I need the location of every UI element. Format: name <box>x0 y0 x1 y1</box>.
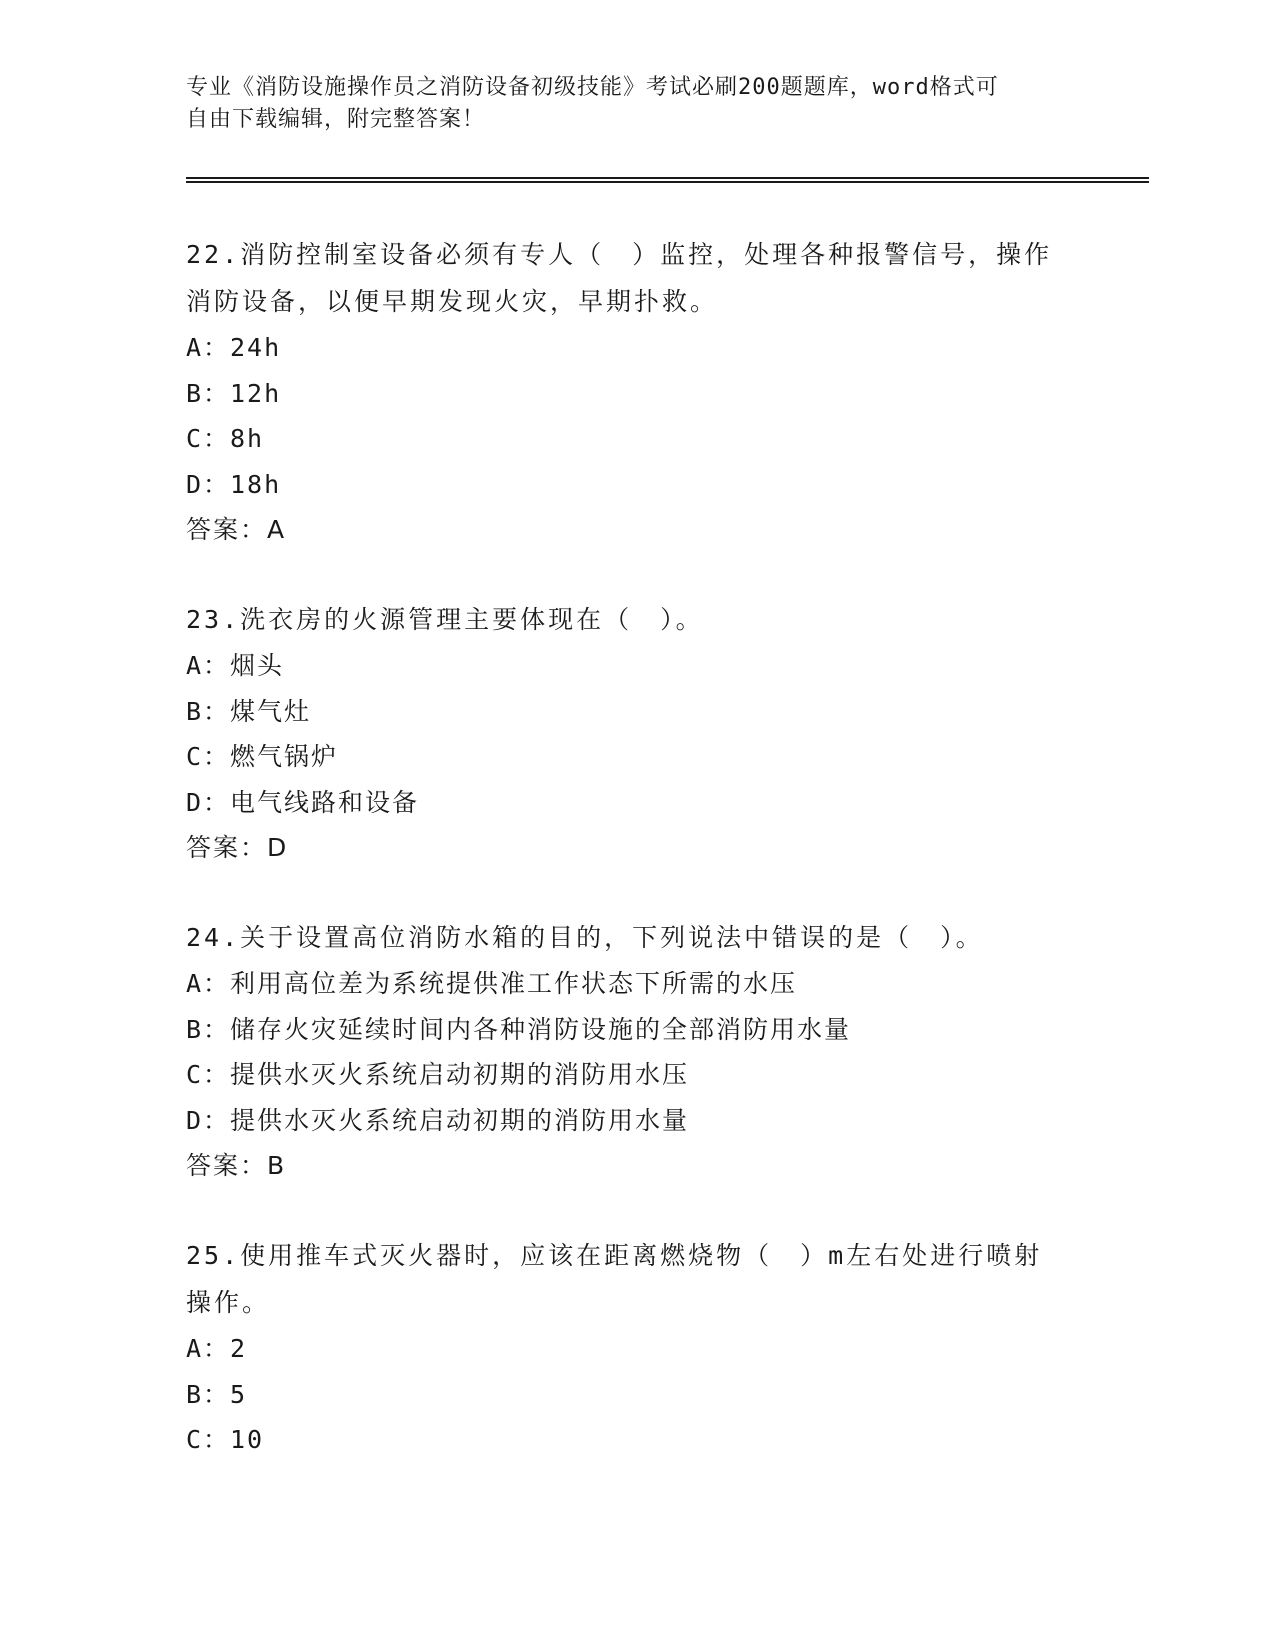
option-key: B： <box>186 1379 231 1409</box>
option-text: 8h <box>230 424 265 453</box>
question-22 <box>186 231 1066 553</box>
option-key: B： <box>186 696 231 726</box>
option-c <box>186 416 1066 462</box>
option-key: D： <box>186 787 231 817</box>
header-line-2: 自由下载编辑，附完整答案！ <box>186 107 486 132</box>
option-text: 18h <box>230 469 282 499</box>
option-text: 煤气灶 <box>230 696 312 726</box>
option-key: B： <box>186 378 231 408</box>
option-c <box>186 1052 1066 1098</box>
answer-line: 答案：D <box>186 833 289 862</box>
option-b <box>186 1372 1066 1418</box>
question-23 <box>186 596 1066 871</box>
option-key: A： <box>186 651 231 680</box>
header-line-1: 专业《消防设施操作员之消防设备初级技能》考试必刷200题题库，word格式可 <box>186 75 999 100</box>
option-a <box>186 961 1066 1007</box>
option-text: 12h <box>230 378 282 408</box>
option-key: C： <box>186 742 231 771</box>
document-header <box>186 72 1066 136</box>
option-key: D： <box>186 1105 231 1135</box>
option-c <box>186 1417 1066 1463</box>
question-stem: 25.使用推车式灭火器时，应该在距离燃烧物（ ）m左右处进行喷射操作。 <box>186 1241 1043 1317</box>
option-key: B： <box>186 1014 231 1044</box>
option-c <box>186 734 1066 780</box>
option-text: 利用高位差为系统提供准工作状态下所需的水压 <box>230 969 798 998</box>
option-a <box>186 325 1066 371</box>
option-d <box>186 780 1066 826</box>
option-key: C： <box>186 1425 231 1454</box>
option-text: 5 <box>230 1379 248 1409</box>
option-text: 烟头 <box>230 651 285 680</box>
option-text: 24h <box>230 333 282 362</box>
option-text: 电气线路和设备 <box>230 787 420 817</box>
answer-line: 答案：B <box>186 1151 287 1180</box>
question-24 <box>186 914 1066 1189</box>
option-text: 提供水灭火系统启动初期的消防用水压 <box>230 1060 690 1089</box>
option-text: 燃气锅炉 <box>230 742 339 771</box>
question-stem: 22.消防控制室设备必须有专人（ ）监控，处理各种报警信号，操作消防设备，以便早期发现火灾，早期扑救。 <box>186 240 1053 316</box>
option-key: A： <box>186 969 231 998</box>
option-text: 10 <box>230 1425 265 1454</box>
question-stem: 24.关于设置高位消防水箱的目的，下列说法中错误的是（ ）。 <box>186 923 984 952</box>
option-text: 提供水灭火系统启动初期的消防用水量 <box>230 1105 690 1135</box>
option-text: 储存火灾延续时间内各种消防设施的全部消防用水量 <box>230 1014 852 1044</box>
question-stem: 23.洗衣房的火源管理主要体现在（ ）。 <box>186 605 704 634</box>
option-d <box>186 462 1066 508</box>
option-key: A： <box>186 333 231 362</box>
option-key: C： <box>186 1060 231 1089</box>
option-a <box>186 1326 1066 1372</box>
option-b <box>186 1007 1066 1053</box>
option-b <box>186 689 1066 735</box>
answer-line: 答案：A <box>186 515 287 544</box>
option-d <box>186 1098 1066 1144</box>
question-25 <box>186 1232 1066 1463</box>
option-a <box>186 643 1066 689</box>
option-text: 2 <box>230 1334 248 1363</box>
option-key: A： <box>186 1334 231 1363</box>
header-divider <box>186 177 1149 183</box>
option-key: C： <box>186 424 231 453</box>
option-key: D： <box>186 469 231 499</box>
option-b <box>186 371 1066 417</box>
